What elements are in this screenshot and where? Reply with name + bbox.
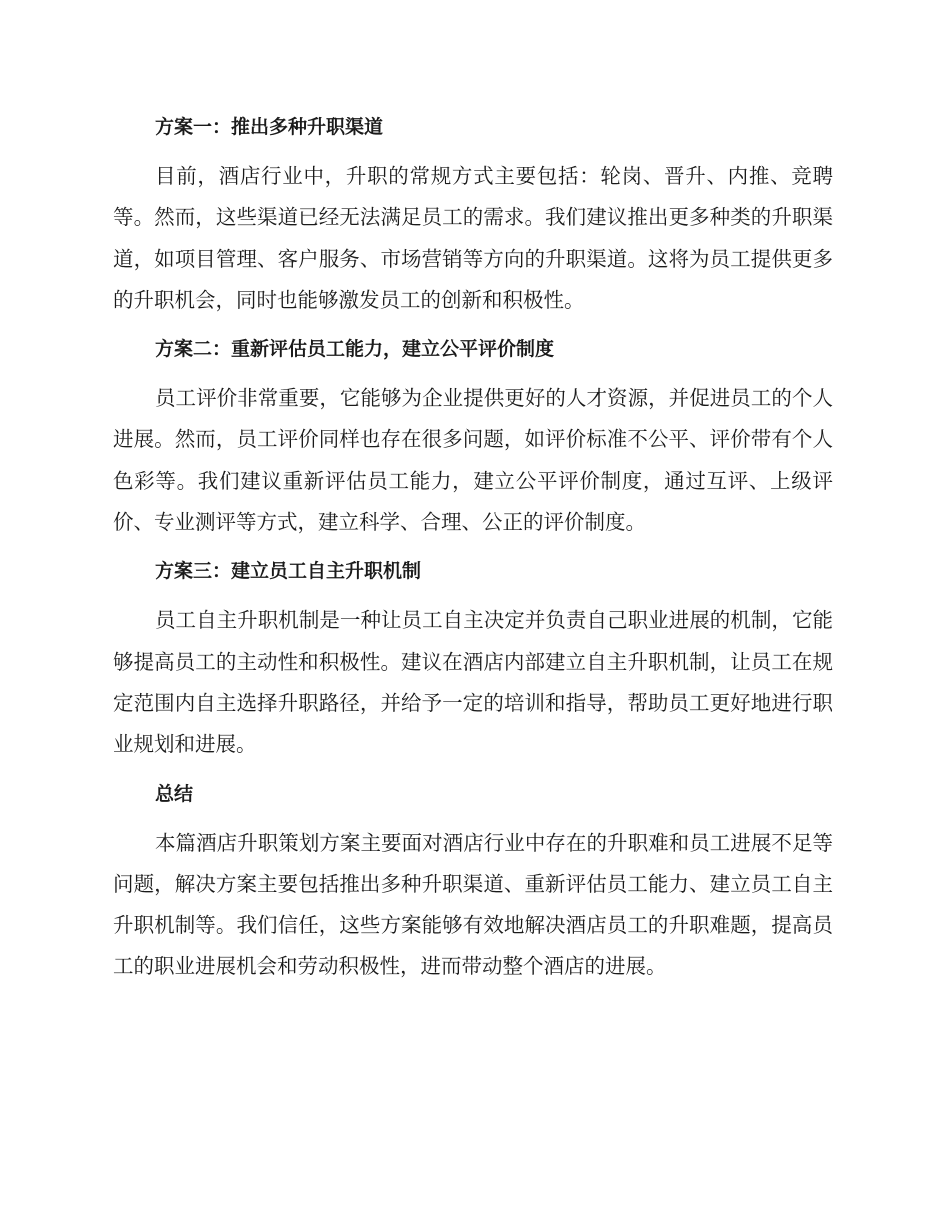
section-heading-plan-3: 方案三：建立员工自主升职机制 [155, 560, 422, 583]
section-heading-plan-2: 方案二：重新评估员工能力，建立公平评价制度 [155, 338, 555, 361]
section-heading-summary: 总结 [155, 782, 194, 805]
section-paragraph-plan-2: 员工评价非常重要，它能够为企业提供更好的人才资源，并促进员工的个人进展。然而，员工评价同样也存在很多问题，如评价标准不公平、评价带有个人色彩等。我们建议重新评估员工能力，建立公平评价制度，通过互评、上级评价、专业测评等方式，建立科学、合理、公正的评价制度。 [113, 386, 833, 535]
document-content [113, 108, 833, 997]
section-heading-plan-1: 方案一：推出多种升职渠道 [155, 116, 384, 138]
section-paragraph-plan-1: 目前，酒店行业中，升职的常规方式主要包括：轮岗、晋升、内推、竞聘等。然而，这些渠道已经无法满足员工的需求。我们建议推出更多种类的升职渠道，如项目管理、客户服务、市场营销等方向的升职渠道。这将为员工提供更多的升职机会，同时也能够激发员工的创新和积极性。 [113, 164, 833, 312]
section-paragraph-summary: 本篇酒店升职策划方案主要面对酒店行业中存在的升职难和员工进展不足等问题，解决方案主要包括推出多种升职渠道、重新评估员工能力、建立员工自主升职机制等。我们信任，这些方案能够有效地解决酒店员工的升职难题，提高员工的职业进展机会和劳动积极性，进而带动整个酒店的进展。 [113, 830, 833, 979]
section-paragraph-plan-3: 员工自主升职机制是一种让员工自主决定并负责自己职业进展的机制，它能够提高员工的主动性和积极性。建议在酒店内部建立自主升职机制，让员工在规定范围内自主选择升职路径，并给予一定的培训和指导，帮助员工更好地进行职业规划和进展。 [113, 608, 833, 757]
